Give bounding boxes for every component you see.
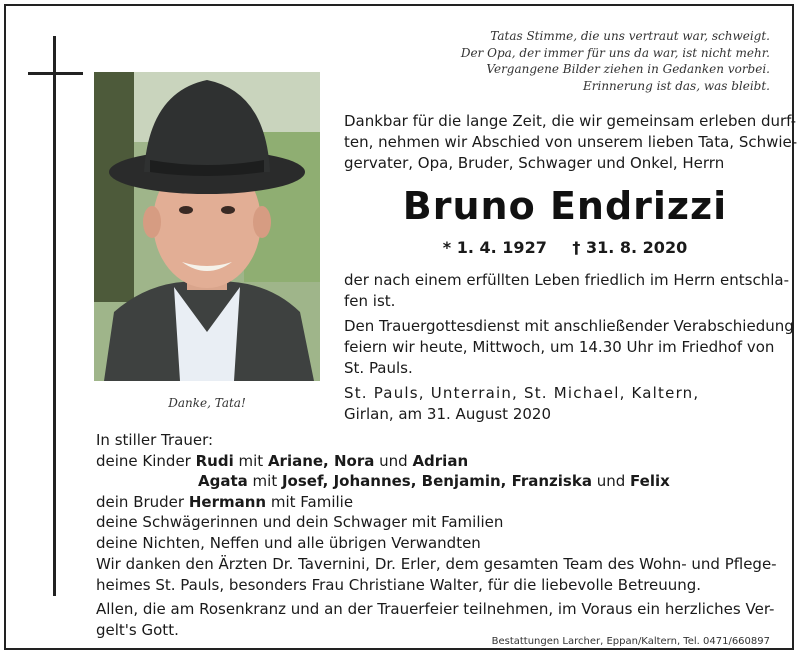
body-line: feiern wir heute, Mittwoch, um 14.30 Uhr im Friedhof von xyxy=(344,338,775,356)
photo-caption: Danke, Tata! xyxy=(168,396,246,410)
mourners-line: deine Schwägerinnen und dein Schwager mit Familien xyxy=(96,513,504,531)
intro-text xyxy=(344,111,798,174)
birth-date: * 1. 4. 1927 xyxy=(442,238,547,257)
mourners-line: deine Kinder Rudi mit Ariane, Nora und Adrian xyxy=(96,451,469,470)
mourners-line: Agata mit Josef, Johannes, Benjamin, Franziska und Felix xyxy=(198,472,670,490)
thanks-line: Allen, die am Rosenkranz und an der Trauerfeier teilnehmen, im Voraus ein herzliches Ver- xyxy=(96,600,775,618)
body-line: Den Trauergottesdienst mit anschließender Verabschiedung xyxy=(344,317,794,335)
mourners-line: dein Bruder Hermann mit Familie xyxy=(96,492,354,511)
mourners-list xyxy=(96,430,786,553)
poem xyxy=(350,28,770,94)
life-dates xyxy=(344,238,786,257)
poem-line: Tatas Stimme, die uns vertraut war, schweigt. xyxy=(490,29,770,43)
mourners-heading: In stiller Trauer: xyxy=(96,431,214,449)
intro-line: ten, nehmen wir Abschied von unserem lieben Tata, Schwie- xyxy=(344,133,798,151)
cross-icon-bar xyxy=(28,72,83,75)
intro-line: Dankbar für die lange Zeit, die wir gemeinsam erleben durf- xyxy=(344,112,797,130)
thanks-text xyxy=(96,554,786,640)
body-line: der nach einem erfüllten Leben friedlich im Herrn entschla- xyxy=(344,271,789,289)
poem-line: Vergangene Bilder ziehen in Gedanken vorbei. xyxy=(486,62,770,76)
thanks-line: gelt's Gott. xyxy=(96,620,179,639)
thanks-line: Wir danken den Ärzten Dr. Tavernini, Dr. Erler, dem gesamten Team des Wohn- und Pflege- xyxy=(96,555,777,573)
body-line: St. Pauls. xyxy=(344,359,413,377)
announcement-text xyxy=(344,270,794,425)
death-date: † 31. 8. 2020 xyxy=(572,238,688,257)
poem-line: Erinnerung ist das, was bleibt. xyxy=(582,78,770,93)
portrait-photo xyxy=(94,72,320,381)
body-line: Girlan, am 31. August 2020 xyxy=(344,405,551,423)
funeral-home-credit: Bestattungen Larcher, Eppan/Kaltern, Tel. 0471/660897 xyxy=(491,636,770,647)
poem-line: Der Opa, der immer für uns da war, ist nicht mehr. xyxy=(460,45,770,60)
mourners-line: deine Nichten, Neffen und alle übrigen Verwandten xyxy=(96,533,481,552)
body-line: fen ist. xyxy=(344,292,396,310)
portrait-illustration xyxy=(94,72,320,381)
thanks-line: heimes St. Pauls, besonders Frau Christiane Walter, für die liebevolle Betreuung. xyxy=(96,575,702,594)
body-line: St. Pauls, Unterrain, St. Michael, Kaltern, xyxy=(344,384,700,402)
obituary-card xyxy=(4,4,798,650)
deceased-name: Bruno Endrizzi xyxy=(402,184,728,228)
cross-icon xyxy=(53,36,56,596)
intro-line: gervater, Opa, Bruder, Schwager und Onkel, Herrn xyxy=(344,154,725,172)
